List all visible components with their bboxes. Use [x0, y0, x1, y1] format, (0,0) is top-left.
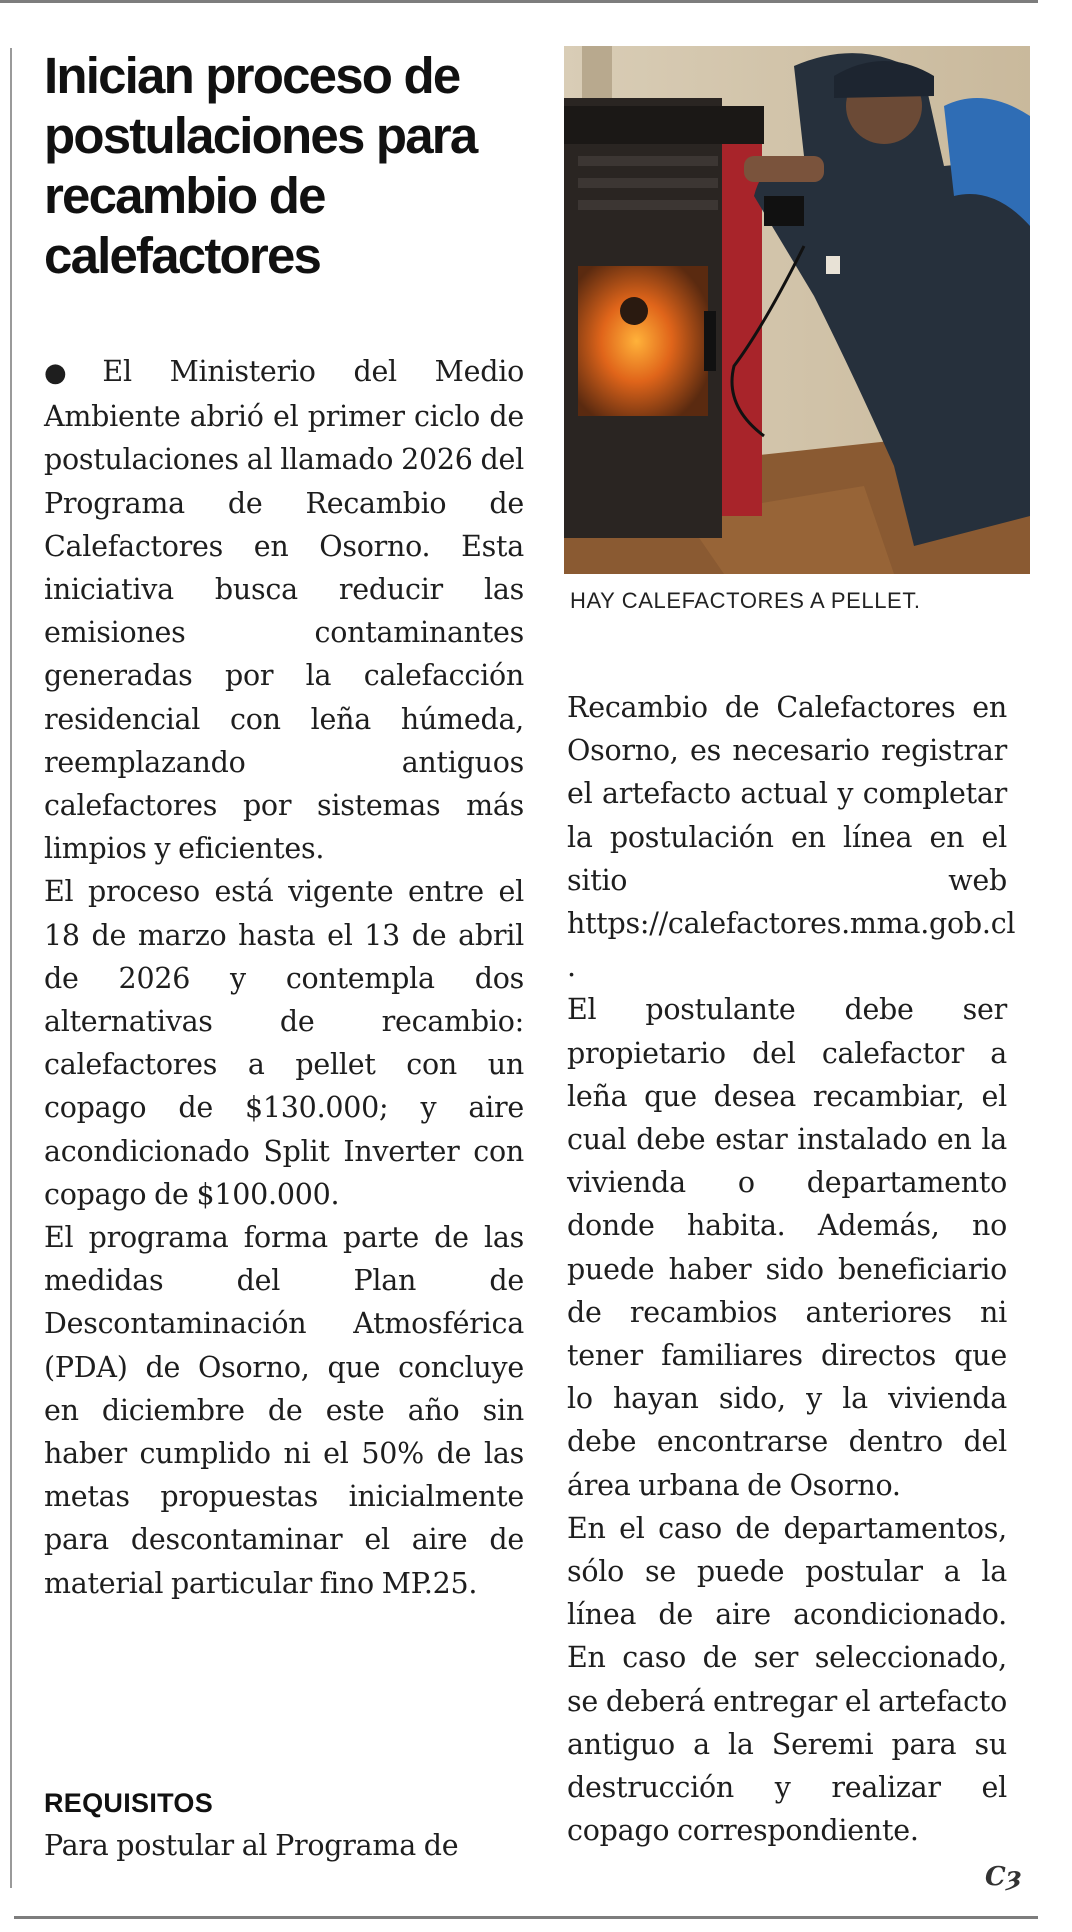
- article-photo: [564, 46, 1030, 574]
- paragraph: Para postular al Programa de: [44, 1829, 459, 1862]
- paragraph: En el caso de departamentos, sólo se puede postular a la línea de aire acondicionado. En caso de ser seleccionado, se deberá entregar el artefacto antiguo a la Seremi para su destrucción y realizar el copago correspondiente.: [567, 1511, 1007, 1848]
- photo-caption: HAY CALEFACTORES A PELLET.: [570, 588, 921, 613]
- top-rule: [0, 0, 1038, 3]
- left-column-tail: [44, 1824, 524, 1867]
- right-column: [567, 686, 1016, 1852]
- paragraph: El postulante debe ser propietario del calefactor a leña que desea recambiar, el cual debe estar instalado en la vivienda o departamento donde habita. Además, no puede haber sido beneficiario de recambios anteriores ni tener familiares directos que lo hayan sido, y la vivienda debe encontrarse dentro del área urbana de Osorno.: [567, 993, 1007, 1502]
- bullet-icon: ●: [44, 358, 97, 388]
- paragraph: El proceso está vigente entre el 18 de marzo hasta el 13 de abril de 2026 y contempla dos alternativas de recambio: calefactores a pellet con un copago de $130.000; y aire acondicionado Split Inverter con copago de $100.000.: [44, 875, 524, 1211]
- headline: Inician proceso de postulaciones para recambio de calefactores: [44, 47, 477, 284]
- left-column-rule: [10, 48, 12, 1888]
- paragraph: El programa forma parte de las medidas del Plan de Descontaminación Atmosférica (PDA) de Osorno, que concluye en diciembre de este año sin haber cumplido ni el 50% de las metas propuestas inicialmente para descontaminar el aire de material particular fino MP.25.: [44, 1221, 524, 1600]
- bottom-rule: [14, 1916, 1038, 1919]
- end-of-article-mark: Cȝ: [985, 1862, 1022, 1892]
- section-subhead: REQUISITOS: [44, 1788, 214, 1818]
- pellet-stove-photo: [564, 46, 1030, 574]
- left-column: [44, 350, 524, 1605]
- paragraph-text: El Ministerio del Medio Ambiente abrió el primer ciclo de postulaciones al llamado 2026 del Programa de Recambio de Calefactores en Osorno. Esta iniciativa busca reducir las emisiones contaminantes generadas por la calefacción residencial con leña húmeda, reemplazando antiguos calefactores por sistemas más limpios y eficientes.: [44, 355, 524, 866]
- paragraph: [44, 350, 524, 870]
- paragraph: Recambio de Calefactores en Osorno, es necesario registrar el artefacto actual y completar la postulación en línea en el sitio web https://calefactores.mma.gob.cl .: [567, 691, 1016, 984]
